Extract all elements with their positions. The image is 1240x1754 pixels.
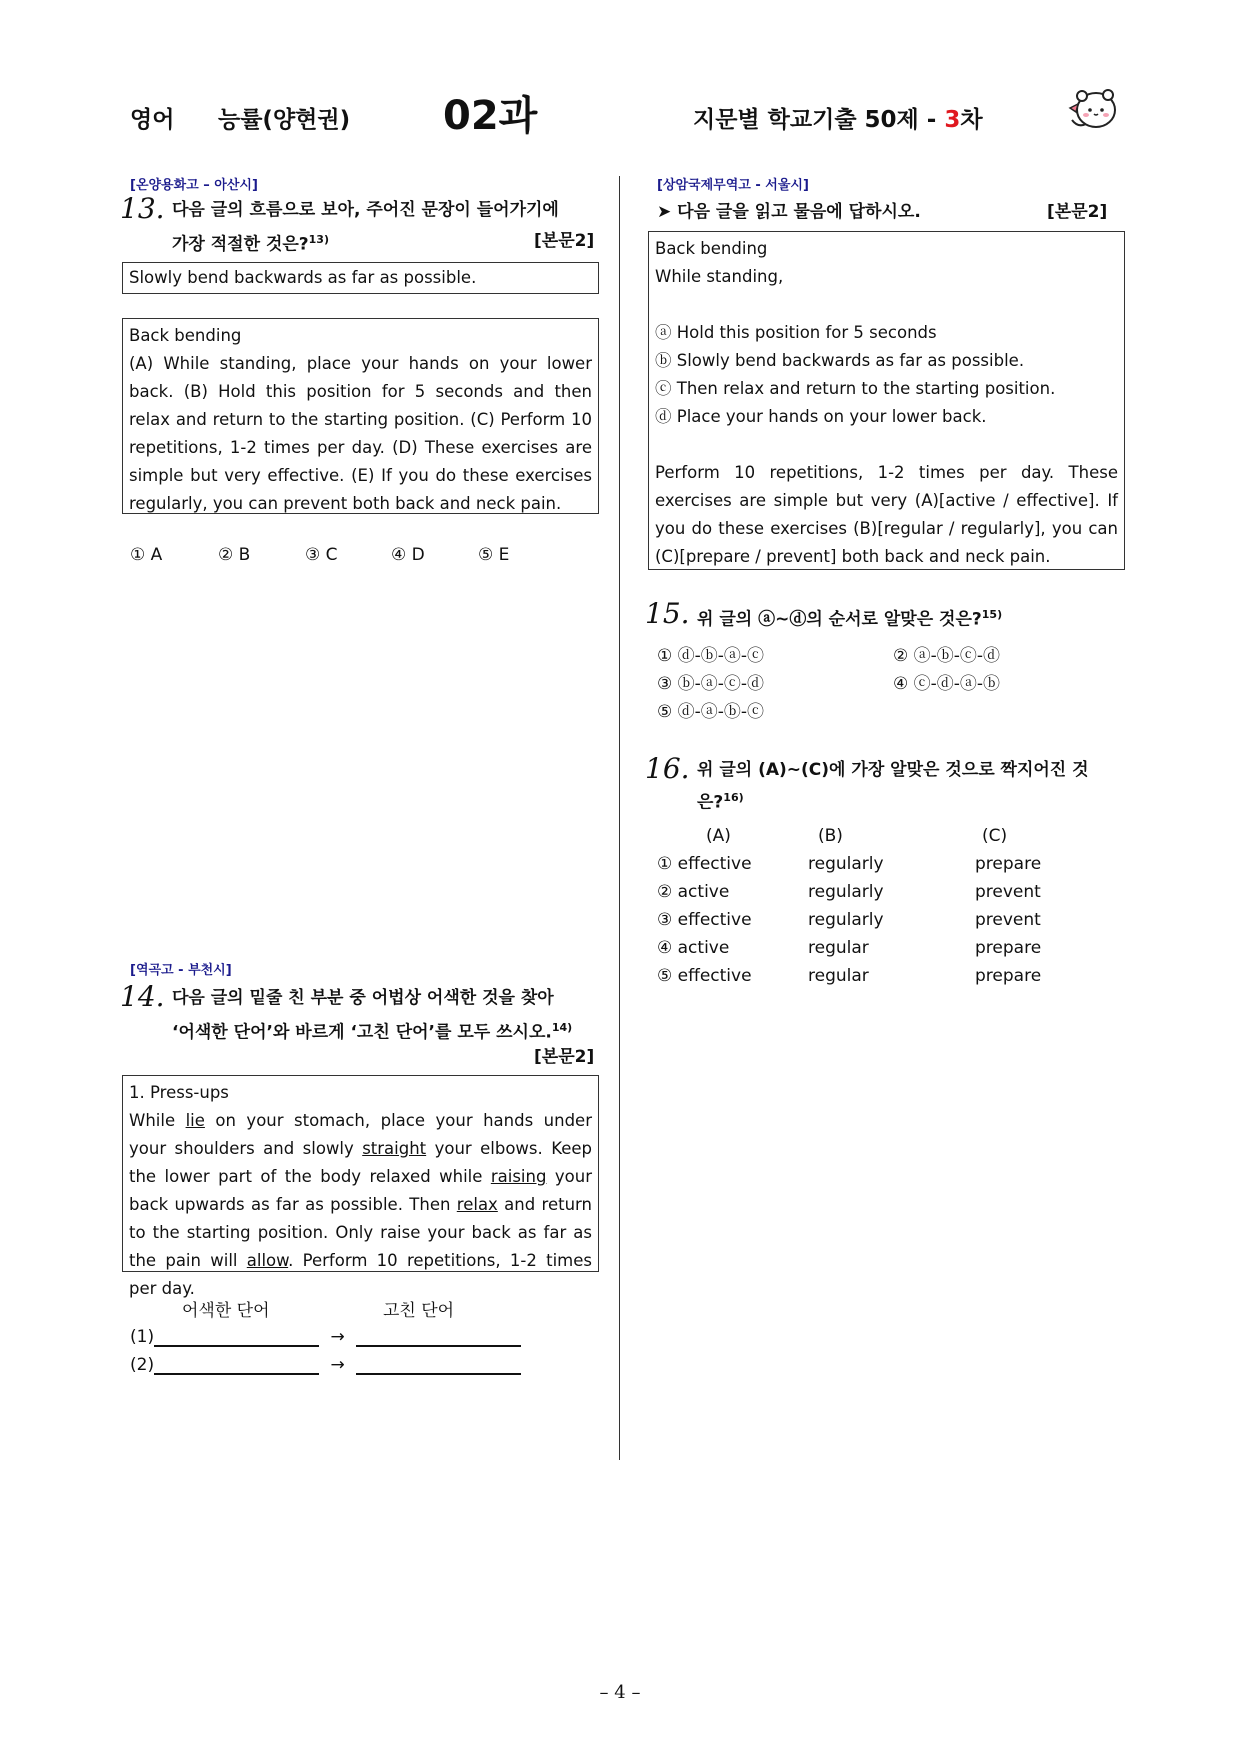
- q16-option-4-c: prepare: [975, 938, 1042, 958]
- q14-answer-row-2: [130, 1355, 521, 1375]
- q13-option-5[interactable]: ⑤ E: [478, 545, 510, 565]
- q14-passage-part: and return to the starting position. Only raise your back as far as the pain will: [129, 1195, 593, 1270]
- q13-passage-box: [122, 318, 599, 514]
- right-passage-step-d: ⓓ Place your hands on your lower back.: [655, 407, 987, 426]
- q14-underlined-word-3: raising: [490, 1167, 547, 1186]
- q14-footnote: 14): [551, 1021, 573, 1034]
- q16-option-5-c: prepare: [975, 966, 1042, 986]
- page-number: – 4 –: [599, 1682, 641, 1703]
- q14-passage-part: your back upwards as far as possible. Then: [129, 1167, 592, 1214]
- right-passage-step-c: ⓒ Then relax and return to the starting position.: [655, 379, 1056, 398]
- q14-passage-part: on your stomach, place your hands under your shoulders and slowly: [129, 1111, 592, 1158]
- q13-passage-text: (A) While standing, place your hands on your lower back. (B) Hold this position for 5 seconds and then relax and return to the starting position. (C) Perform 10 repetitions, 1-2 times per day. (D) These exercises are simple but very effective. (E) If you do these exercises regularly, you can prevent both back and neck pain.: [129, 354, 592, 513]
- q15-footnote: 15): [981, 608, 1003, 621]
- q16-text-line1: 위 글의 (A)~(C)에 가장 알맞은 것으로 짝지어진 것: [697, 760, 1089, 780]
- q14-passage-part: your elbows. Keep the lower part of the body relaxed while: [129, 1139, 592, 1186]
- q16-option-1-a[interactable]: ① effective: [657, 854, 752, 874]
- q14-tag: [본문2]: [534, 1047, 595, 1067]
- q14-row-2-wrong-blank[interactable]: [154, 1355, 319, 1375]
- q15-option-1[interactable]: ① ⓓ-ⓑ-ⓐ-ⓒ: [657, 646, 765, 666]
- bear-mascot-icon: [1066, 86, 1118, 134]
- q16-option-3-b: regularly: [808, 910, 884, 930]
- right-passage-line: [655, 291, 1118, 319]
- lesson-number: 02과: [443, 93, 538, 139]
- q14-passage-part: . Perform 10 repetitions, 1-2 times per day.: [129, 1251, 592, 1298]
- q14-row-2-label: (2): [130, 1355, 155, 1375]
- right-instruction: ➤ 다음 글을 읽고 물음에 답하시오.: [657, 202, 921, 222]
- q16-number: 16.: [645, 752, 690, 785]
- q13-text-line1: 다음 글의 흐름으로 보아, 주어진 문장이 들어가기에: [172, 200, 559, 220]
- arrow-icon: →: [330, 1355, 345, 1375]
- worksheet-round-suffix: 차: [960, 107, 983, 133]
- q13-option-4[interactable]: ④ D: [391, 545, 425, 565]
- worksheet-round-number: 3: [944, 107, 961, 133]
- q14-underlined-word-4: relax: [456, 1195, 498, 1214]
- q13-text-line2: [172, 226, 329, 259]
- q14-text-line2-main: ‘어색한 단어’와 바르게 ‘고친 단어’를 모두 쓰시오.: [172, 1022, 552, 1043]
- q16-footnote: 16): [723, 791, 744, 804]
- q14-number: 14.: [120, 980, 165, 1013]
- q16-option-5-b: regular: [808, 966, 869, 986]
- q14-row-2-fixed-blank[interactable]: [356, 1355, 521, 1375]
- q16-option-2-c: prevent: [975, 882, 1041, 902]
- subject-label: 영어: [130, 107, 175, 133]
- q16-text-line2: [697, 784, 744, 817]
- q16-option-2-b: regularly: [808, 882, 884, 902]
- q14-passage-title: 1. Press-ups: [129, 1083, 229, 1102]
- column-divider: [619, 176, 620, 1460]
- q14-row-1-wrong-blank[interactable]: [154, 1327, 319, 1347]
- q16-option-1-c: prepare: [975, 854, 1042, 874]
- q14-underlined-word-2: straight: [362, 1139, 427, 1158]
- q13-text-line2-main: 가장 적절한 것은?: [172, 234, 309, 255]
- q13-source: [온양용화고 – 아산시]: [130, 178, 258, 193]
- q13-option-1[interactable]: ① A: [130, 545, 163, 565]
- q15-number: 15.: [645, 597, 690, 630]
- q16-option-4-a[interactable]: ④ active: [657, 938, 730, 958]
- q14-col-fixed-label: 고친 단어: [383, 1301, 455, 1321]
- q13-passage-title: Back bending: [129, 326, 242, 345]
- q15-text-main: 위 글의 ⓐ~ⓓ의 순서로 알맞은 것은?: [697, 609, 982, 630]
- q15-option-5[interactable]: ⑤ ⓓ-ⓐ-ⓑ-ⓒ: [657, 702, 765, 722]
- right-passage-box: [648, 231, 1125, 570]
- q14-text-line2: [172, 1014, 572, 1047]
- q13-option-3[interactable]: ③ C: [305, 545, 338, 565]
- q16-option-3-c: prevent: [975, 910, 1041, 930]
- q16-option-5-a[interactable]: ⑤ effective: [657, 966, 752, 986]
- q14-passage-text: [129, 1107, 592, 1303]
- q16-header-a: (A): [706, 826, 731, 846]
- q16-option-2-a[interactable]: ② active: [657, 882, 730, 902]
- q15-option-4[interactable]: ④ ⓒ-ⓓ-ⓐ-ⓑ: [893, 674, 1001, 694]
- q13-tag: [본문2]: [534, 231, 595, 251]
- worksheet-title: [693, 101, 983, 134]
- right-source: [상암국제무역고 - 서울시]: [657, 178, 809, 193]
- q16-option-4-b: regular: [808, 938, 869, 958]
- q14-passage-part: While: [129, 1111, 186, 1130]
- q13-number: 13.: [120, 192, 165, 225]
- arrow-icon: →: [330, 1327, 345, 1347]
- q15-text: [697, 601, 1002, 634]
- right-passage-line: Back bending: [655, 239, 768, 258]
- q14-source: [역곡고 - 부천시]: [130, 963, 232, 978]
- q13-given-sentence: Slowly bend backwards as far as possible.: [129, 268, 477, 287]
- right-passage-line: [655, 431, 1118, 459]
- right-passage-step-b: ⓑ Slowly bend backwards as far as possible.: [655, 351, 1025, 370]
- right-passage-step-a: ⓐ Hold this position for 5 seconds: [655, 323, 937, 342]
- q14-row-1-label: (1): [130, 1327, 155, 1347]
- q16-option-3-a[interactable]: ③ effective: [657, 910, 752, 930]
- q16-text-line2-main: 은?: [697, 792, 724, 813]
- right-tag: [본문2]: [1047, 202, 1108, 222]
- q16-header-b: (B): [818, 826, 843, 846]
- q16-header-c: (C): [982, 826, 1008, 846]
- q14-col-wrong-label: 어색한 단어: [182, 1301, 270, 1321]
- q16-option-1-b: regularly: [808, 854, 884, 874]
- q15-option-2[interactable]: ② ⓐ-ⓑ-ⓒ-ⓓ: [893, 646, 1001, 666]
- q15-option-3[interactable]: ③ ⓑ-ⓐ-ⓒ-ⓓ: [657, 674, 765, 694]
- q13-footnote: 13): [308, 233, 329, 246]
- q14-underlined-word-5: allow: [246, 1251, 289, 1270]
- q13-given-sentence-box: [122, 262, 599, 294]
- textbook-label: 능률(양현권): [218, 107, 351, 133]
- q14-answer-row-1: [130, 1327, 521, 1347]
- q14-text-line1: 다음 글의 밑줄 친 부분 중 어법상 어색한 것을 찾아: [172, 988, 554, 1008]
- worksheet-title-prefix: 지문별 학교기출 50제 -: [693, 107, 945, 133]
- right-passage-line: While standing,: [655, 267, 784, 286]
- right-passage-closing: Perform 10 repetitions, 1-2 times per day. These exercises are simple but very (A)[active / effective]. If you do these exercises (B)[regular / regularly], you can (C)[prepare / prevent] both back and neck pain.: [655, 463, 1118, 566]
- q13-option-2[interactable]: ② B: [218, 545, 251, 565]
- q14-passage-box: [122, 1075, 599, 1298]
- q14-underlined-word-1: lie: [185, 1111, 205, 1130]
- q14-row-1-fixed-blank[interactable]: [356, 1327, 521, 1347]
